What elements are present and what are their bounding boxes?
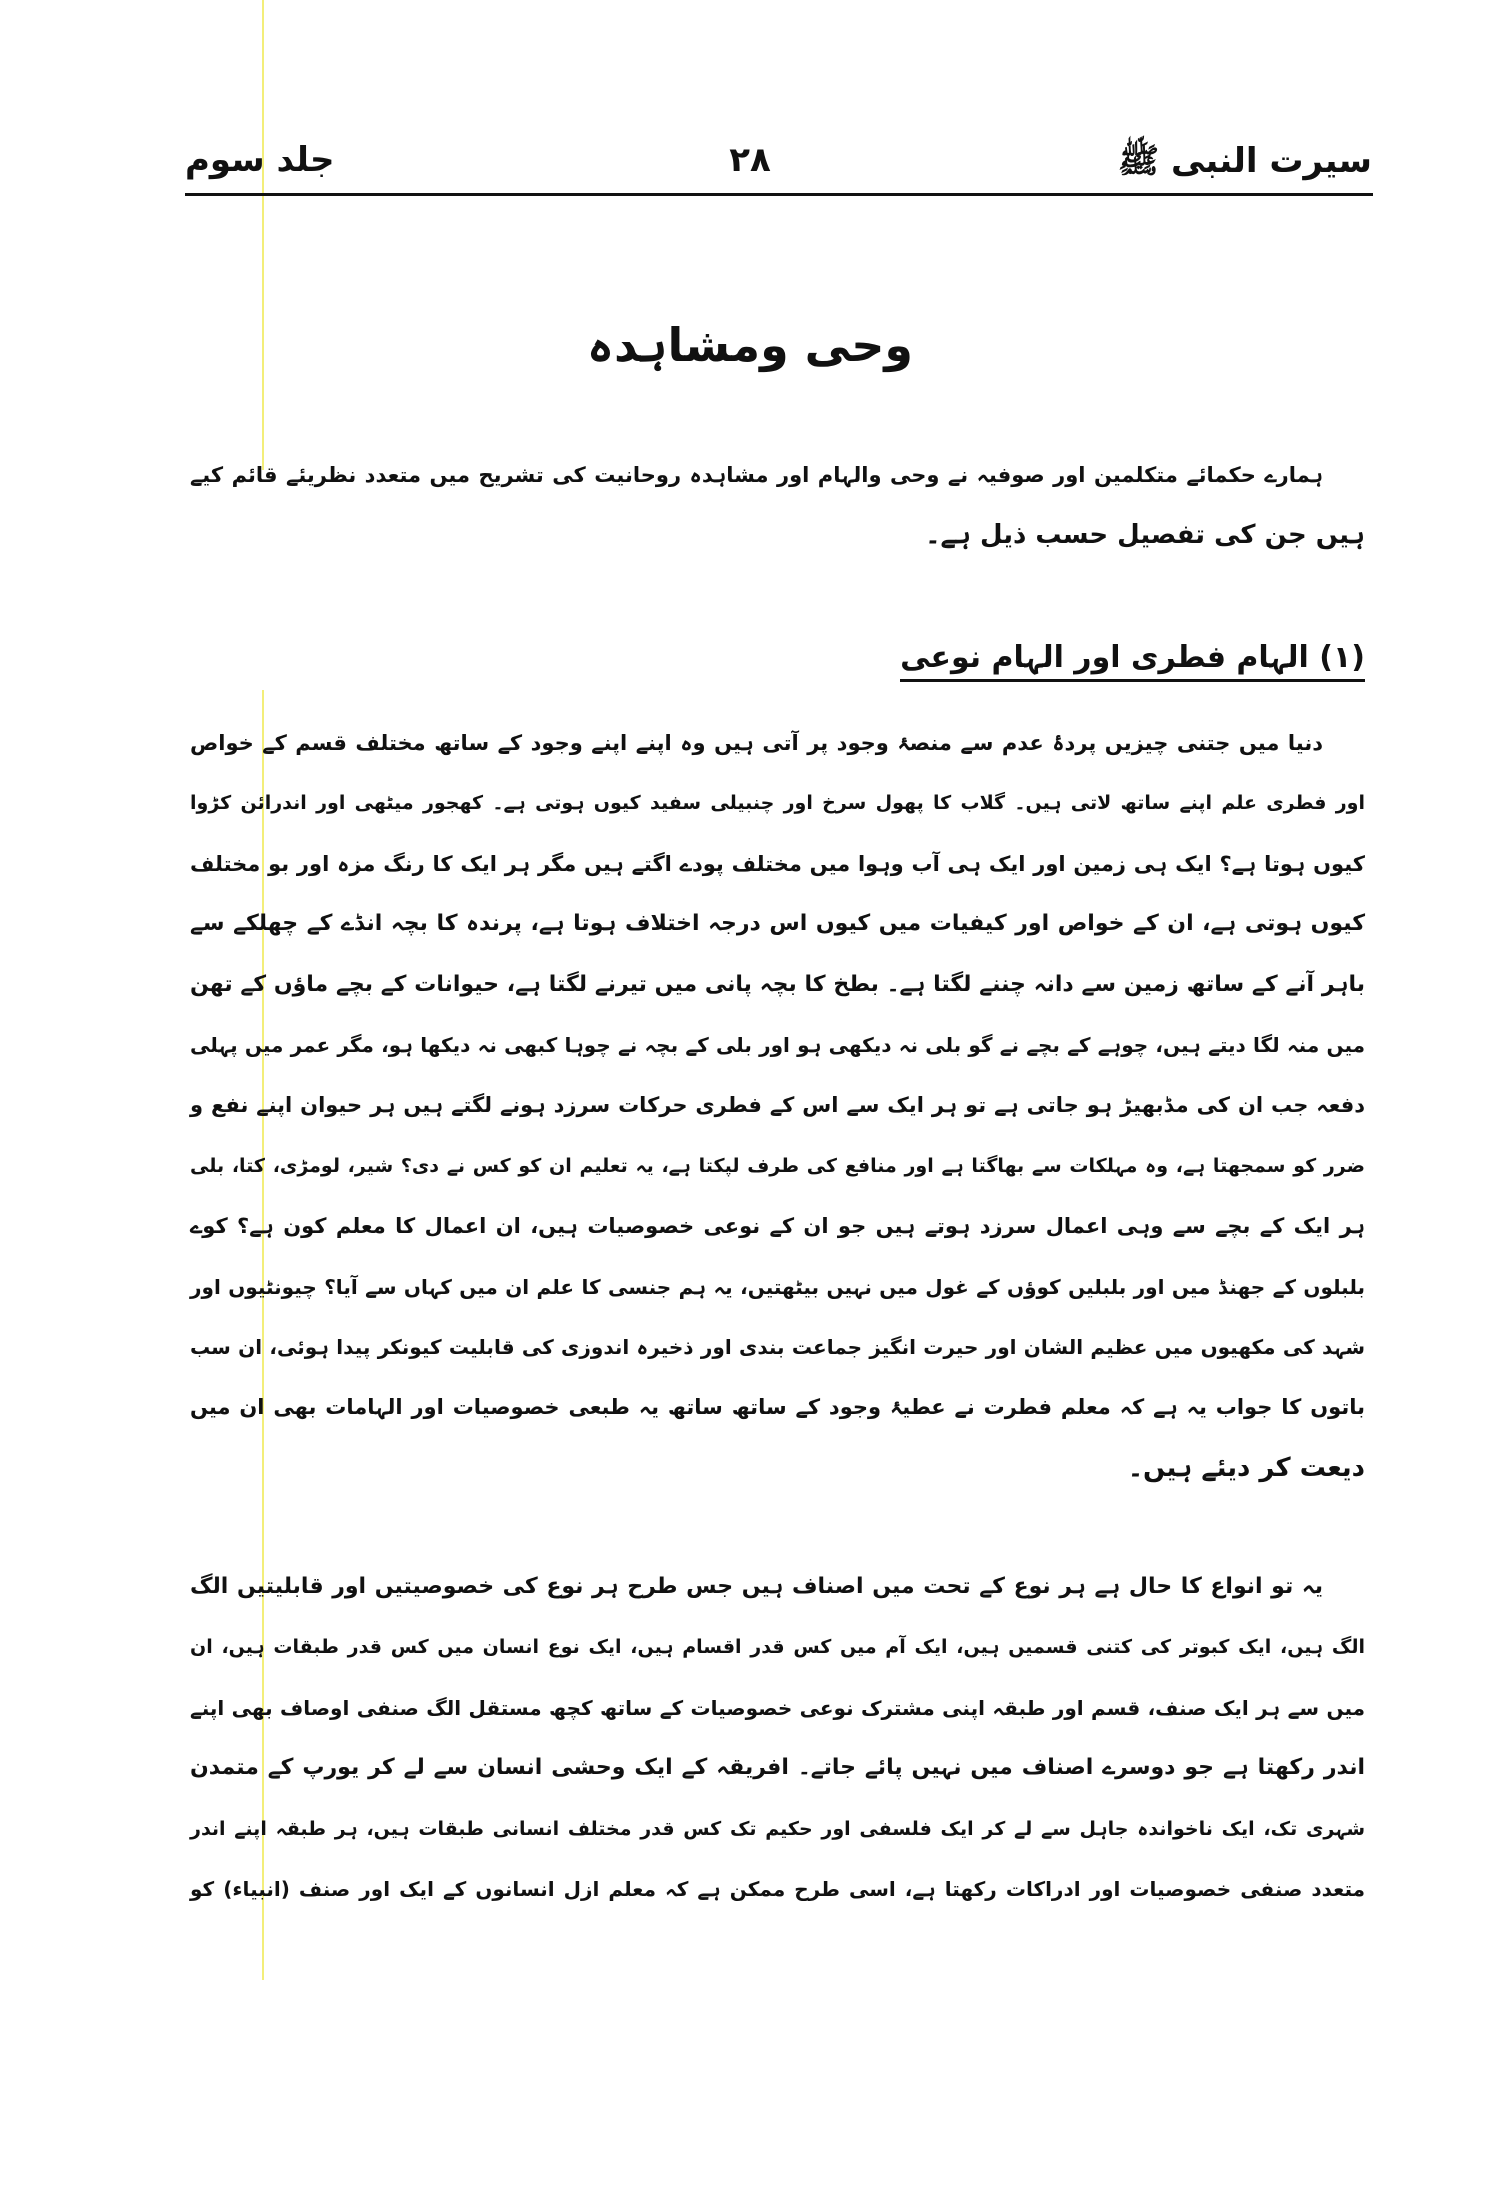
- running-header-book-title: سیرت النبی ﷺ: [1118, 141, 1372, 181]
- text-line: کیوں ہوتی ہے، ان کے خواص اور کیفیات میں کیوں اس درجہ اختلاف ہوتا ہے، پرندہ کا بچہ انڈے کے چھلکے سے: [190, 911, 1365, 937]
- paragraph-2: [190, 1557, 1365, 1919]
- text-line: دفعہ جب ان کی مڈبھیڑ ہو جاتی ہے تو ہر ایک سے اس کے فطری حرکات سرزد ہونے لگتے ہیں ہر حیوان اپنے نفع و: [190, 1093, 1365, 1118]
- section-heading: (۱) الہام فطری اور الہام نوعی: [900, 640, 1365, 682]
- text-line: باتوں کا جواب یہ ہے کہ معلم فطرت نے عطیۂ وجود کے ساتھ ساتھ یہ طبعی خصوصیات اور الہامات بھی ان میں: [190, 1395, 1365, 1420]
- text-line: ہمارے حکمائے متکلمین اور صوفیہ نے وحی والہام اور مشاہدہ روحانیت کی تشریح میں متعدد نظریئے قائم کیے: [190, 463, 1323, 487]
- intro-paragraph: [190, 445, 1365, 566]
- chapter-title: وحی ومشاہدہ: [587, 318, 913, 372]
- text-line: الگ ہیں، ایک کبوتر کی کتنی قسمیں ہیں، ایک آم میں کس قدر اقسام ہیں، ایک نوع انسان میں کس قدر طبقات ہیں، ان: [190, 1636, 1365, 1659]
- text-line: بلبلوں کے جھنڈ میں اور بلبلیں کوؤں کے غول میں نہیں بیٹھتیں، یہ ہم جنسی کا علم ان میں کہاں سے آیا؟ چیونٹیوں اور: [190, 1274, 1365, 1299]
- text-line: دنیا میں جتنی چیزیں پردۂ عدم سے منصۂ وجود پر آتی ہیں وہ اپنے اپنے وجود کے ساتھ مختلف قسم کے خواص: [190, 731, 1323, 755]
- running-header-volume: جلد سوم: [185, 140, 335, 180]
- text-line: ضرر کو سمجھتا ہے، وہ مہلکات سے بھاگتا ہے اور منافع کی طرف لپکتا ہے، یہ تعلیم ان کو کس نے دی؟ شیر، لومڑی، کتا، بلی: [190, 1154, 1365, 1177]
- text-line: کیوں ہوتا ہے؟ ایک ہی زمین اور ایک ہی آب وہوا میں مختلف پودے اگتے ہیں مگر ہر ایک کا رنگ مزہ اور بو مختلف: [190, 851, 1365, 876]
- page-number: ۲۸: [729, 140, 771, 180]
- paragraph-1: [190, 713, 1365, 1498]
- text-line: میں منہ لگا دیتے ہیں، چوہے کے بچے نے گو بلی نہ دیکھی ہو اور بلی کے بچہ نے چوہا کبھی نہ دیکھا ہو، مگر عمر میں پہلی: [190, 1032, 1365, 1057]
- highlighter-margin-mark: [262, 0, 264, 470]
- text-line: دیعت کر دیئے ہیں۔: [1127, 1452, 1365, 1483]
- text-line: اور فطری علم اپنے ساتھ لاتی ہیں۔ گلاب کا پھول سرخ اور چنبیلی سفید کیوں ہوتی ہے۔ کھجور میٹھی اور اندرائن کڑوا: [190, 792, 1365, 815]
- text-line: اندر رکھتا ہے جو دوسرے اصناف میں نہیں پائے جاتے۔ افریقہ کے ایک وحشی انسان سے لے کر یورپ کے متمدن: [190, 1755, 1365, 1781]
- text-line: ہیں جن کی تفصیل حسب ذیل ہے۔: [925, 520, 1365, 551]
- text-line: شہری تک، ایک ناخواندہ جاہل سے لے کر ایک فلسفی اور حکیم تک کس قدر مختلف انسانی طبقات ہیں، ہر طبقہ اپنے اندر: [190, 1817, 1365, 1840]
- text-line: متعدد صنفی خصوصیات اور ادراکات رکھتا ہے، اسی طرح ممکن ہے کہ معلم ازل انسانوں کے ایک اور صنف (انبیاء) کو: [190, 1876, 1365, 1901]
- text-line: ہر ایک کے بچے سے وہی اعمال سرزد ہوتے ہیں جو ان کے نوعی خصوصیات ہیں، ان اعمال کا معلم کون ہے؟ کوے: [190, 1214, 1365, 1239]
- header-rule: [185, 193, 1373, 196]
- text-line: باہر آنے کے ساتھ زمین سے دانہ چننے لگتا ہے۔ بطخ کا بچہ پانی میں تیرنے لگتا ہے، حیوانات کے بچے ماؤں کے تھن: [190, 971, 1365, 997]
- text-line: یہ تو انواع کا حال ہے ہر نوع کے تحت میں اصناف ہیں جس طرح ہر نوع کی خصوصیتیں اور قابلیتیں الگ: [190, 1574, 1323, 1599]
- text-line: شہد کی مکھیوں میں عظیم الشان اور حیرت انگیز جماعت بندی اور ذخیرہ اندوزی کی قابلیت کیونکر پیدا ہوئی، ان سب: [190, 1334, 1365, 1359]
- text-line: میں سے ہر ایک صنف، قسم اور طبقہ اپنی مشترک نوعی خصوصیات کے ساتھ کچھ مستقل الگ صنفی اوصاف بھی اپنے: [190, 1695, 1365, 1720]
